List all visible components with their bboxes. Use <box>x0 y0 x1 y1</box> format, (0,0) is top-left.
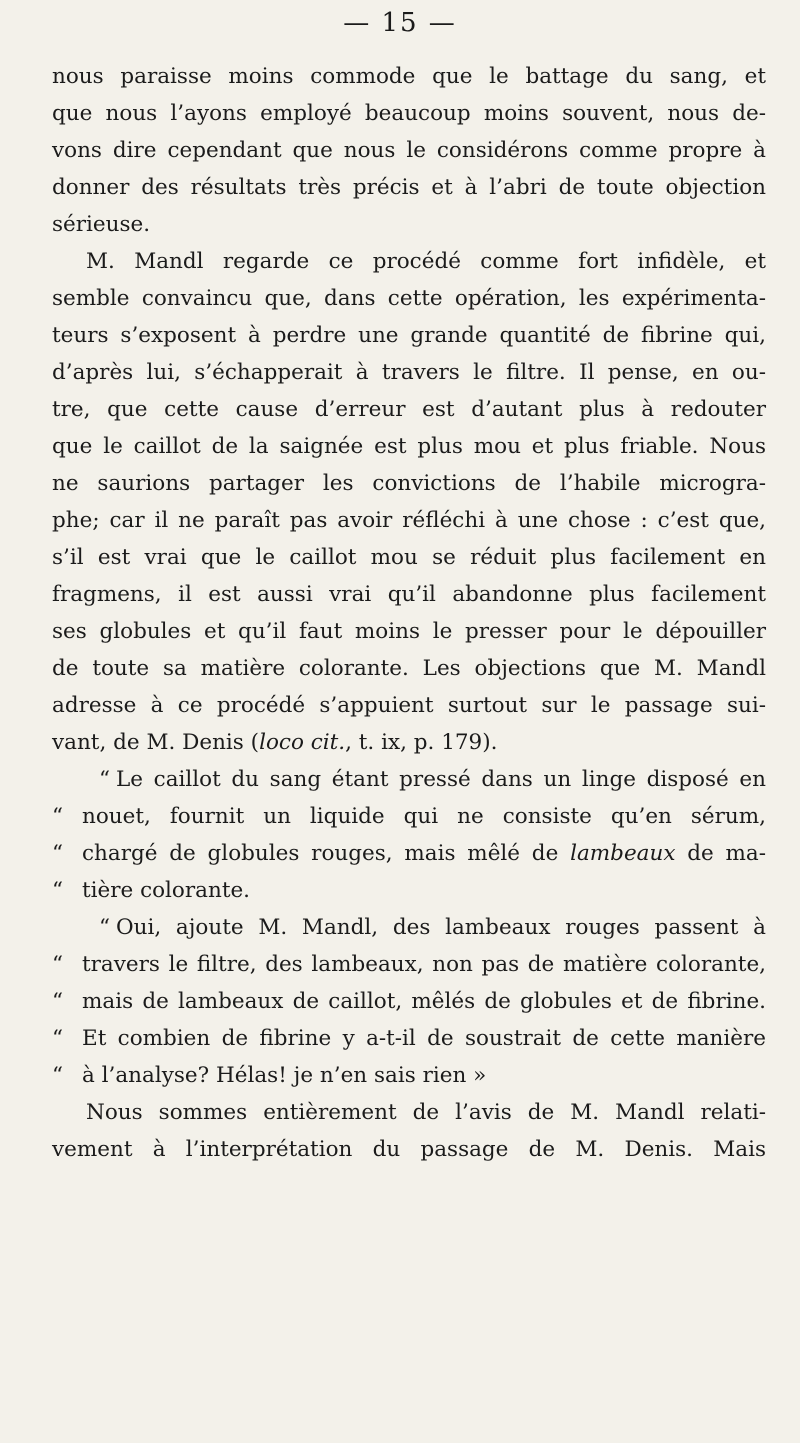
quote-mark: “ <box>99 915 110 940</box>
quote-mark: “ <box>52 841 63 866</box>
text-line: de toute sa matière colorante. Les objections que M. Mandl <box>52 656 766 681</box>
quote-text: travers le filtre, des lambeaux, non pas de matière colorante, <box>82 952 766 977</box>
text-line: Nous sommes entièrement de l’avis de M. Mandl relati- <box>86 1100 766 1125</box>
quote-text: tière colorante. <box>82 878 251 903</box>
quote-text: Oui, ajoute M. Mandl, des lambeaux rouges passent à <box>116 915 766 940</box>
quote-mark: “ <box>52 1026 63 1051</box>
quote-text: Le caillot du sang étant pressé dans un linge disposé en <box>116 767 766 792</box>
quote-line <box>52 909 766 946</box>
body-text <box>52 58 766 1168</box>
quote-line <box>52 1020 766 1057</box>
quote-text-italic: lambeaux <box>570 841 676 866</box>
text-line-citation <box>52 724 766 761</box>
quote-text: Et combien de fibrine y a-t-il de soustrait de cette manière <box>82 1026 766 1051</box>
citation-prefix: vant, de M. Denis ( <box>52 730 260 755</box>
text-line: phe; car il ne paraît pas avoir réfléchi à une chose : c’est que, <box>52 508 766 533</box>
text-line: donner des résultats très précis et à l’abri de toute objection <box>52 175 766 200</box>
quote-line <box>52 872 766 909</box>
quote-line <box>52 983 766 1020</box>
text-line: ne saurions partager les convictions de l’habile microgra- <box>52 471 766 496</box>
text-line: sérieuse. <box>52 212 151 237</box>
quote-text-after: de ma- <box>675 841 767 866</box>
citation-suffix: , t. ix, p. 179). <box>345 730 498 755</box>
text-line: teurs s’exposent à perdre une grande quantité de fibrine qui, <box>52 323 766 348</box>
citation-italic: loco cit. <box>259 730 346 755</box>
text-line: M. Mandl regarde ce procédé comme fort infidèle, et <box>86 249 766 274</box>
quote-text: nouet, fournit un liquide qui ne consiste qu’en sérum, <box>82 804 766 829</box>
quote-line <box>52 1057 766 1094</box>
quote-line <box>52 761 766 798</box>
text-line: que le caillot de la saignée est plus mou et plus friable. Nous <box>52 434 766 459</box>
quote-text <box>82 835 766 872</box>
quote-mark: “ <box>52 989 63 1014</box>
quote-text: mais de lambeaux de caillot, mêlés de globules et de fibrine. <box>82 989 766 1014</box>
text-line: d’après lui, s’échapperait à travers le filtre. Il pense, en ou- <box>52 360 766 385</box>
text-line: tre, que cette cause d’erreur est d’autant plus à redouter <box>52 397 766 422</box>
quote-mark: “ <box>52 1063 63 1088</box>
text-line: vons dire cependant que nous le considérons comme propre à <box>52 138 766 163</box>
quote-mark: “ <box>52 804 63 829</box>
text-line: s’il est vrai que le caillot mou se réduit plus facilement en <box>52 545 766 570</box>
text-line: semble convaincu que, dans cette opération, les expérimenta- <box>52 286 766 311</box>
quote-mark: “ <box>52 878 63 903</box>
quote-mark: “ <box>99 767 110 792</box>
quote-text: à l’analyse? Hélas! je n’en sais rien » <box>82 1063 487 1088</box>
text-line: adresse à ce procédé s’appuient surtout sur le passage sui- <box>52 693 766 718</box>
text-line: vement à l’interprétation du passage de M. Denis. Mais <box>52 1137 766 1162</box>
text-line: ses globules et qu’il faut moins le presser pour le dépouiller <box>52 619 766 644</box>
quote-line <box>52 798 766 835</box>
text-line: fragmens, il est aussi vrai qu’il abandonne plus facilement <box>52 582 766 607</box>
page-number: — 15 — <box>343 8 457 38</box>
quote-line <box>52 946 766 983</box>
text-line: que nous l’ayons employé beaucoup moins souvent, nous de- <box>52 101 766 126</box>
text-line: nous paraisse moins commode que le battage du sang, et <box>52 64 766 89</box>
quote-line <box>52 835 766 872</box>
quote-mark: “ <box>52 952 63 977</box>
quote-text-before: chargé de globules rouges, mais mêlé de <box>82 841 571 866</box>
